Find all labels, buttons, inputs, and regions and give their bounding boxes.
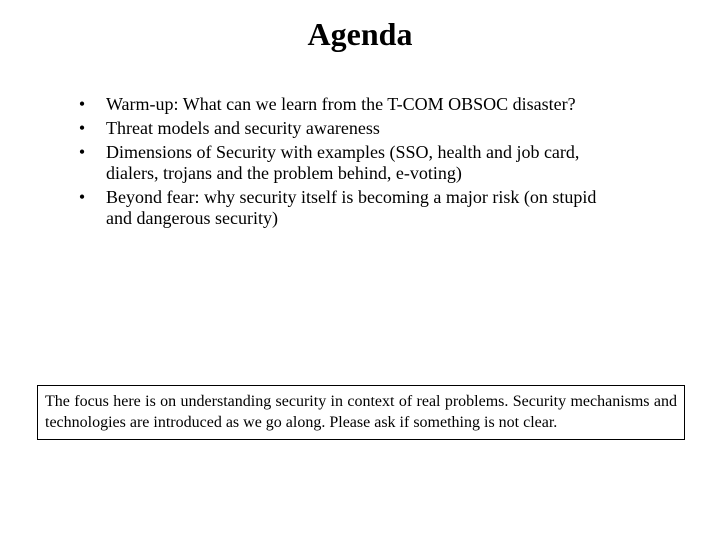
- bullet-icon: •: [78, 142, 86, 162]
- agenda-item-warm-up: [72, 94, 612, 115]
- bullet-icon: •: [78, 187, 86, 207]
- slide-title: Agenda: [307, 16, 413, 52]
- agenda-list: [72, 94, 612, 232]
- agenda-item-beyond-fear: [72, 187, 612, 229]
- agenda-item-dimensions: [72, 142, 612, 184]
- agenda-item-text: Dimensions of Security with examples (SSO, health and job card, dialers, trojans and the problem behind, e-voting): [106, 142, 580, 183]
- focus-note-box: The focus here is on understanding security in context of real problems. Security mechanisms and technologies are introduced as we go along. Please ask if something is not clear.: [37, 385, 685, 440]
- agenda-item-text: Beyond fear: why security itself is becoming a major risk (on stupid and dangerous security): [106, 187, 597, 228]
- agenda-item-threat-models: [72, 118, 612, 139]
- bullet-icon: •: [78, 118, 86, 138]
- agenda-item-text: Warm-up: What can we learn from the T-COM OBSOC disaster?: [106, 94, 576, 114]
- bullet-icon: •: [78, 94, 86, 114]
- agenda-item-text: Threat models and security awareness: [106, 118, 380, 138]
